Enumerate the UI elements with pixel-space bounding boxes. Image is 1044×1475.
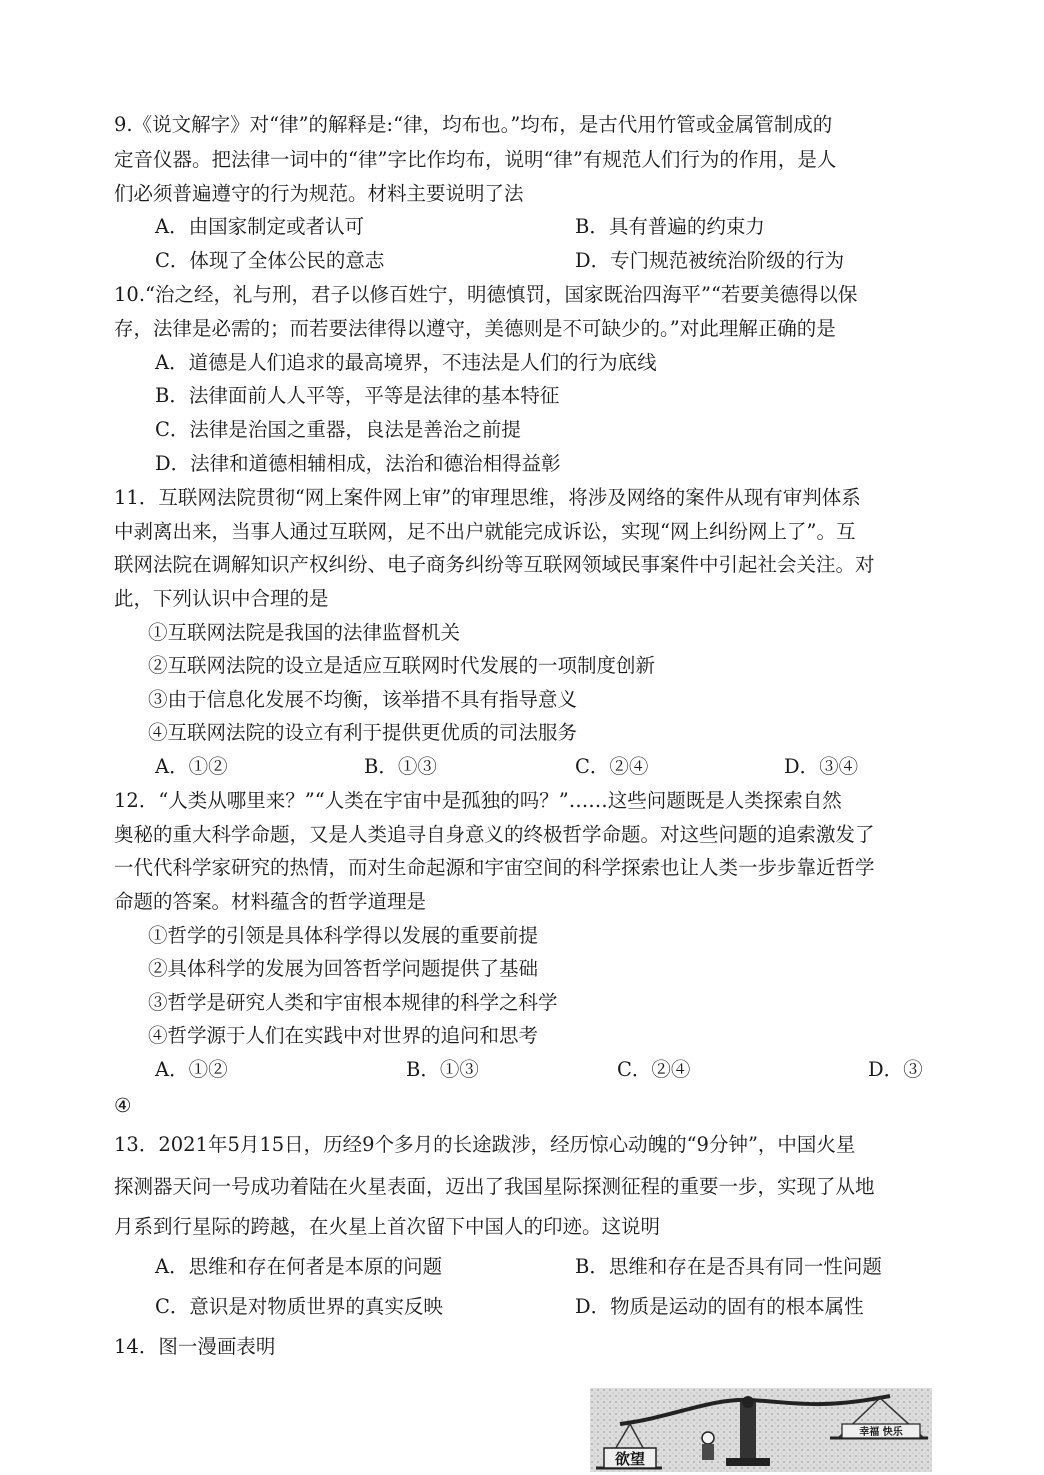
q12-item-3: ③哲学是研究人类和宇宙根本规律的科学之科学 — [148, 991, 558, 1014]
q12-item-4: ④哲学源于人们在实践中对世界的追问和思考 — [148, 1024, 539, 1047]
q11-stem-line-3: 联网法院在调解知识产权纠纷、电子商务纠纷等互联网领域民事案件中引起社会关注。对 — [114, 553, 875, 576]
q11-item-4: ④互联网法院的设立有利于提供更优质的司法服务 — [148, 721, 578, 744]
q9-option-b: B．具有普遍的约束力 — [575, 215, 765, 238]
q9-stem-line-3: 们必须普遍遵守的行为规范。材料主要说明了法 — [114, 182, 524, 205]
q11-item-3: ③由于信息化发展不均衡，该举措不具有指导意义 — [148, 688, 578, 711]
q11-stem-line-1: 11．互联网法院贯彻“网上案件网上审”的审理思维，将涉及网络的案件从现有审判体系 — [114, 486, 861, 509]
q12-stem-line-1: 12．“人类从哪里来？”“人类在宇宙中是孤独的吗？”……这些问题既是人类探索自然 — [114, 789, 842, 812]
q13-option-b: B．思维和存在是否具有同一性问题 — [575, 1255, 882, 1278]
q13-option-c: C．意识是对物质世界的真实反映 — [155, 1295, 443, 1318]
q12-option-d: D．③ — [868, 1058, 923, 1081]
q11-item-2: ②互联网法院的设立是适应互联网时代发展的一项制度创新 — [148, 654, 656, 677]
q13-option-a: A．思维和存在何者是本原的问题 — [155, 1255, 443, 1278]
scale-post — [740, 1402, 756, 1460]
q11-stem-line-4: 此，下列认识中合理的是 — [114, 587, 329, 610]
q10-stem-line-1: 10.“治之经，礼与刑，君子以修百姓宁，明德慎罚，国家既治四海平”“若要美德得以保 — [114, 283, 858, 306]
q10-stem-line-2: 存，法律是必需的；而若要法律得以遵守，美德则是不可缺少的。”对此理解正确的是 — [114, 317, 836, 340]
q11-option-a: A．①② — [155, 755, 228, 778]
scale-pivot — [742, 1396, 754, 1408]
q12-option-a: A．①② — [155, 1058, 228, 1081]
q9-option-a: A．由国家制定或者认可 — [155, 215, 365, 238]
figure-head — [702, 1432, 714, 1444]
q11-option-b: B．①③ — [364, 755, 437, 778]
q12-item-2: ②具体科学的发展为回答哲学问题提供了基础 — [148, 957, 539, 980]
left-pan-label: 欲望 — [614, 1450, 646, 1468]
q10-option-d: D．法律和道德相辅相成，法治和德治相得益彰 — [155, 452, 561, 475]
q12-option-d-wrap: ④ — [114, 1094, 132, 1117]
q13-stem-line-3: 月系到行星际的跨越，在火星上首次留下中国人的印迹。这说明 — [114, 1215, 661, 1238]
q9-option-c: C．体现了全体公民的意志 — [155, 249, 385, 272]
q10-option-a: A．道德是人们追求的最高境界，不违法是人们的行为底线 — [155, 351, 657, 374]
figure-body — [702, 1444, 714, 1460]
q12-option-c: C．②④ — [617, 1058, 691, 1081]
q9-stem-line-2: 定音仪器。把法律一词中的“律”字比作均布，说明“律”有规范人们行为的作用，是人 — [114, 148, 837, 171]
q11-option-d: D．③④ — [784, 755, 859, 778]
balance-scale-cartoon — [590, 1388, 932, 1472]
q14-stem: 14．图一漫画表明 — [114, 1335, 276, 1358]
q9-option-d: D．专门规范被统治阶级的行为 — [575, 249, 845, 272]
q13-option-d: D．物质是运动的固有的根本属性 — [575, 1295, 864, 1318]
q11-option-c: C．②④ — [575, 755, 649, 778]
right-pan-label: 幸福 快乐 — [859, 1427, 903, 1438]
q10-option-c: C．法律是治国之重器，良法是善治之前提 — [155, 418, 521, 441]
q11-stem-line-2: 中剥离出来，当事人通过互联网，足不出户就能完成诉讼，实现“网上纠纷网上了”。互 — [114, 520, 856, 543]
q11-item-1: ①互联网法院是我国的法律监督机关 — [148, 621, 461, 644]
q12-stem-line-4: 命题的答案。材料蕴含的哲学道理是 — [114, 890, 427, 913]
scale-base — [726, 1458, 770, 1466]
q12-stem-line-3: 一代代科学家研究的热情，而对生命起源和宇宙空间的科学探索也让人类一步步靠近哲学 — [114, 856, 875, 879]
q12-option-b: B．①③ — [406, 1058, 479, 1081]
q13-stem-line-1: 13．2021年5月15日，历经9个多月的长途跋涉，经历惊心动魄的“9分钟”，中国火星 — [114, 1133, 856, 1156]
q10-option-b: B．法律面前人人平等，平等是法律的基本特征 — [155, 384, 560, 407]
q12-item-1: ①哲学的引领是具体科学得以发展的重要前提 — [148, 924, 539, 947]
q13-stem-line-2: 探测器天问一号成功着陆在火星表面，迈出了我国星际探测征程的重要一步，实现了从地 — [114, 1175, 875, 1198]
q9-stem-line-1: 9.《说文解字》对“律”的解释是:“律，均布也。”均布，是古代用竹管或金属管制成的 — [114, 113, 833, 136]
q12-stem-line-2: 奥秘的重大科学命题，又是人类追寻自身意义的终极哲学命题。对这些问题的追索激发了 — [114, 823, 875, 846]
